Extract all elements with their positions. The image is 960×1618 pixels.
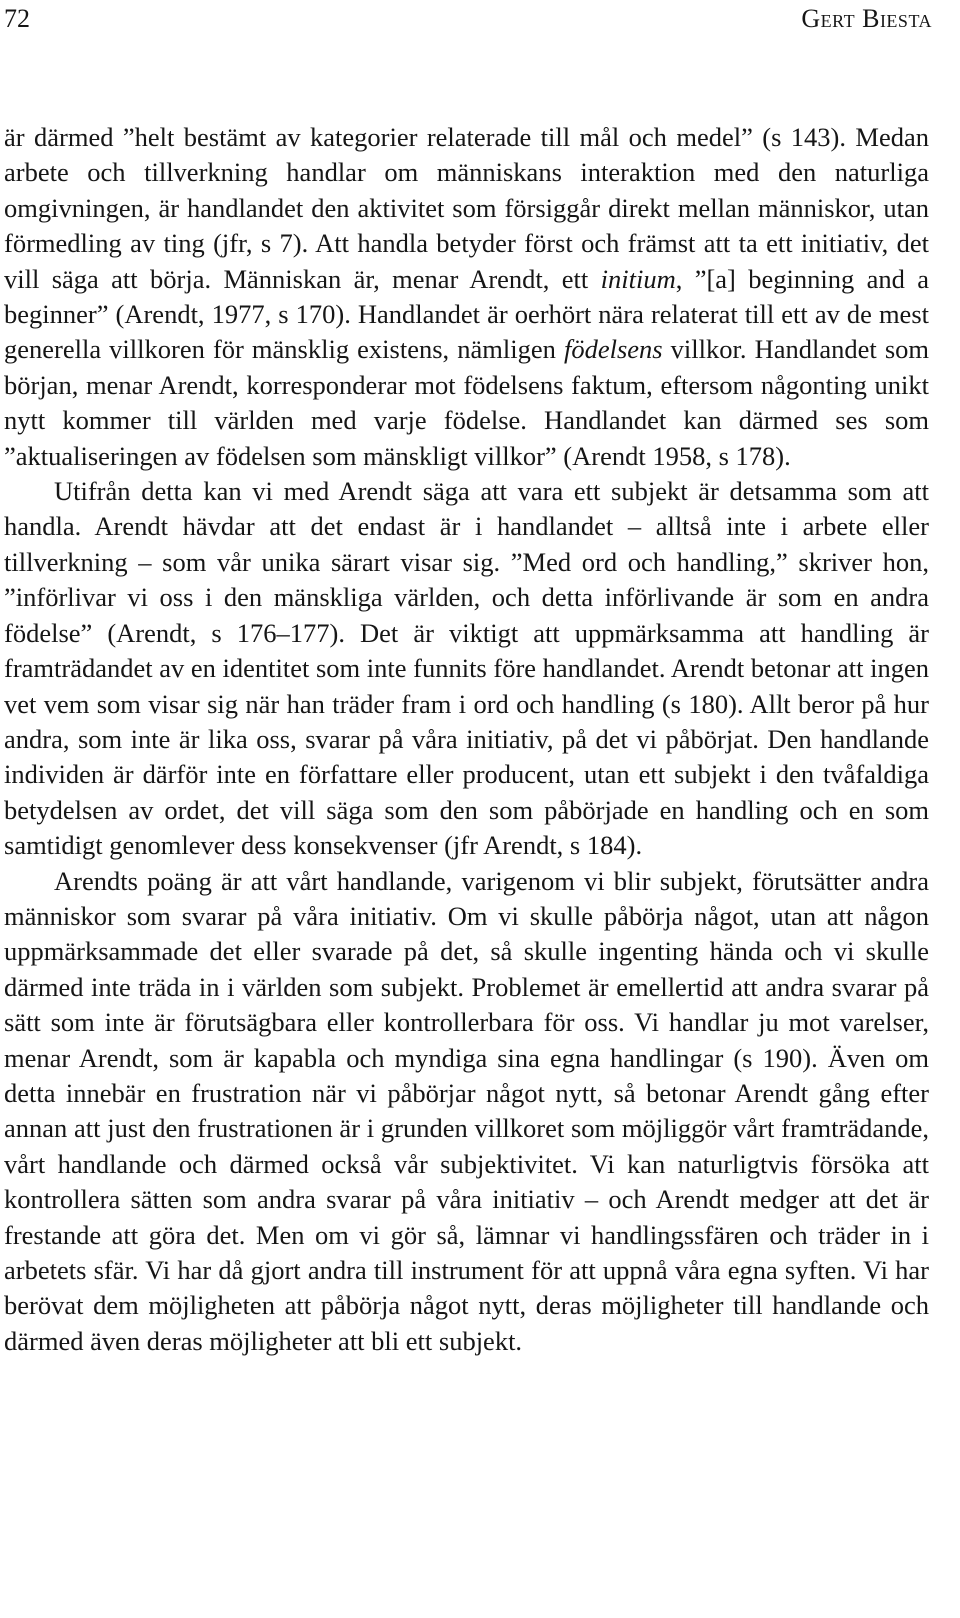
running-head-author: Gert Biesta: [801, 4, 932, 33]
text-segment: , ”[a] beginning and a beginner” (Arendt, 1977, s 170). Handlandet är oerhört nära relaterat till ett av de mest generella villkoren för mänsklig existens, nämligen: [4, 263, 929, 365]
text-segment: villkor. Handlandet som början, menar Arendt, korresponderar mot födelsens faktum, eftersom någonting unikt nytt kommer till världen med varje födelse. Handlandet kan därmed ses som ”aktualiseringen av födelsen som mänskligt villkor” (Arendt 1958, s 178).: [4, 334, 929, 471]
paragraph-3: Arendts poäng är att vårt handlande, varigenom vi blir subjekt, förutsätter andra människor som svarar på våra initiativ. Om vi skulle påbörja något, utan att någon uppmärksammade det eller svarade på det, så skulle ingenting hända och vi skulle därmed inte träda in i världen som subjekt. Problemet är emellertid att andra svarar på sätt som inte är förutsägbara eller kontrollerbara för oss. Vi handlar ju mot varelser, menar Arendt, som är kapabla och myndiga sina egna handlingar (s 190). Även om detta innebär en frustration när vi påbörjar något nytt, så betonar Arendt gång efter annan att just den frustrationen är i grunden villkoret som möjliggör vårt framträdande, vårt handlande och därmed också vår subjektivitet. Vi kan naturligtvis försöka att kontrollera sätten som andra svarar på våra initiativ – och Arendt medger att det är frestande att göra det. Men om vi gör så, lämnar vi handlingssfären och träder in i arbetets sfär. Vi har då gjort andra till instrument för att uppnå våra egna syften. Vi har berövat dem möjligheten att påbörja något nytt, deras möjligheter till handlande och därmed även deras möjligheter att bli ett subjekt.: [4, 865, 929, 1356]
page-number: 72: [4, 4, 30, 33]
text-segment: är därmed ”helt bestämt av kategorier relaterade till mål och medel” (s 143). Medan arbete och tillverkning handlar om människans interaktion med den naturliga omgivningen, är handlandet den aktivitet som försiggår direkt mellan människor, utan förmedling av ting (jfr, s 7). Att handla betyder först och främst att ta ett initiativ, det vill säga att börja. Människan är, menar Arendt, ett: [4, 122, 929, 294]
body-text: [4, 120, 929, 1359]
paragraph-2: Utifrån detta kan vi med Arendt säga att vara ett subjekt är detsamma som att handla. Arendt hävdar att det endast är i handlandet – alltså inte i arbete eller tillverkning – som vår unika särart visar sig. ”Med ord och handling,” skriver hon, ”införlivar vi oss i den mänskliga världen, och detta införlivande är som en andra födelse” (Arendt, s 176–177). Det är viktigt att uppmärksamma att handling är framträdandet av en identitet som inte funnits före handlandet. Arendt betonar att ingen vet vem som visar sig när han träder fram i ord och handling (s 180). Allt beror på hur andra, som inte är lika oss, svarar på våra initiativ, på det vi påbörjat. Den handlande individen är därför inte en författare eller producent, utan ett subjekt i den tvåfaldiga betydelsen av ordet, det vill säga som den som påbörjade en handling och en som samtidigt genomlever dess konsekvenser (jfr Arendt, s 184).: [4, 476, 929, 861]
paragraph-1: [4, 120, 929, 474]
italic-term-fodelsens: födelsens: [563, 334, 663, 365]
page-header: [4, 2, 932, 36]
italic-term-initium: initium: [600, 263, 676, 294]
